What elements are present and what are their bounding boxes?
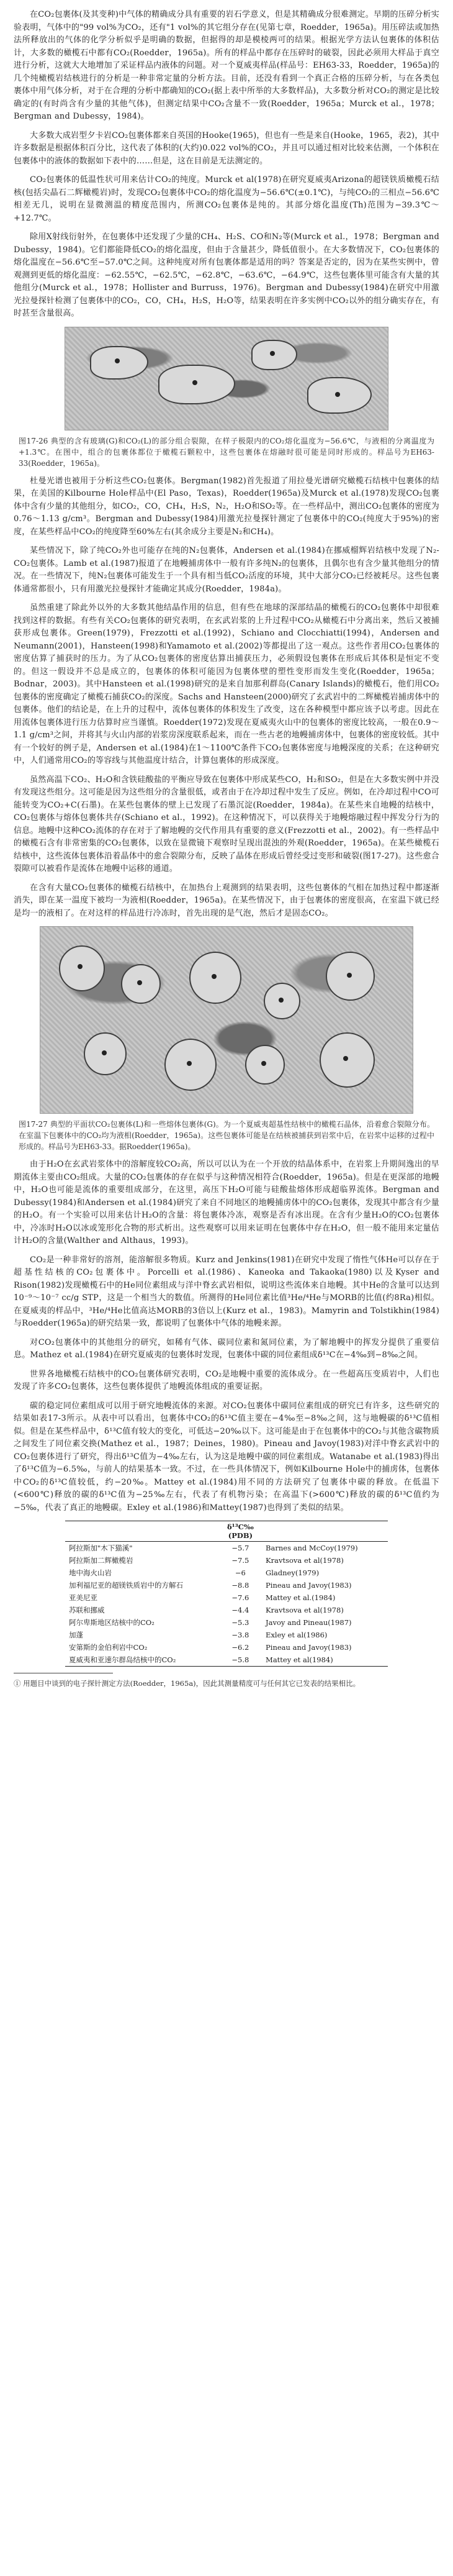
table-cell: Mattey et al.(1984) [266, 1593, 336, 1602]
section-a [14, 9, 439, 321]
table-cell: 阿拉斯加二辉橄榄岩 [69, 1556, 133, 1565]
body-paragraph: 世界各地橄榄石结核中的CO₂包裹体研究表明，CO₂是地幔中重要的流体成分。在一些超高压变质岩中，人们也发现了许多CO₂包裹体，这些包裹体提供了地幔流体组成的重要证据。 [14, 1369, 439, 1391]
table-cell: −4.4 [231, 1606, 249, 1614]
body-paragraph: 在CO₂包裹体(及其变种)中气体的精确成分具有重要的岩石学意义，但是其精确成分很难测定。早期的压碎分析实验表明，气体中的"99 vol%为CO₂，还有"1 vol%的其它组分存在(见第七章，Roedder，1965a)。用压碎法或加热法所释放出的气体的化学分析似乎是明确的数据，但据得的却是模棱两可的结果。根据光学方法认包裹体的体积估计，大多数的橄榄石中都有CO₂(Roedder，1965a)。所有的样品中都存在压碎时的破裂，因此必须用大样品于真空进行分析，这就大大地增加了采证样品内液体的问题。对一个夏威夷样品(样品号：EH63-33，Roedder，1965a)的几个纯橄榄岩结核进行的分析是一种非常定量的分析方法。目前，还没有看到一个真正合格的压碎分析，与在各类包裹体中用气体分析，对于在合理的分析中都确知的CO₂(据上表中所举的大多数样品)，大多数分析对CO₂的测定是比较确定的(有时尚含有少量的其他气体)，但测定结果中CO₂含量不一致(Roedder，1965a；Murck et al.，1978；Bergman and Dubessy，1984)。 [14, 10, 439, 121]
body-paragraph: 某些情况下，除了纯CO₂外也可能存在纯的N₂包裹体，Andersen et al.(1984)在挪威榴辉岩结核中发现了N₂-CO₂包裹体。Lamb et al.(1987)报道了在地幔捕虏体中一般有许多纯N₂的包裹体，且偶尔也有含少量其他组分的情况。在一些情况下，纯N₂包裹体可能发生于一个具有相当低CO₂活度的环境，其中大部分CO₂已经被耗尽。这些包裹体通常都很小，只有用激光拉曼探针才能确定其成分(Roedder，1984a)。 [14, 546, 439, 594]
table-cell: −7.5 [231, 1556, 249, 1565]
figure-17-26 [14, 327, 439, 469]
table-row [65, 1604, 388, 1616]
body-paragraph: CO₂包裹体的低温性状可用来估计CO₂的纯度。Murck et al(1978)在研究夏威夷Arizona的超镁铁质橄榄石结核(包括尖晶石二辉橄榄岩)时，发现CO₂包裹体中CO₂的熔化温度为−56.6℃(±0.1℃)，与纯CO₂的三相点−56.6℃相差无几，说明在显微测温的精度范围内，所测CO₂包裹体是纯的。其部分熔化温度(Th)范围为−39.3℃～+12.7℃。 [14, 175, 439, 223]
table-cell: −3.8 [231, 1631, 249, 1639]
table-row [65, 1641, 388, 1654]
footnote: ① 用题目中谈到的电子探针测定方法(Roedder，1965a)，因此其测量精度可与任何其它已发表的结果相比。 [14, 1679, 361, 1688]
body-paragraph: 杜曼光谱也被用于分析这些CO₂包裹体。Bergman(1982)首先报道了用拉曼光谱研究橄榄石结核中包裹体的结果，在美国的Kilbourne Hole样品中(El Paso，Texas)，Roedder(1965a)及Murck et al.(1978)发现CO₂包裹体中含有少量的其他组分，如CO₂，CO，CH₄，H₂S，N₂，H₂O和SO₂等。在一些样品中，测出CO₂包裹体的密度为0.76～1.13 g/cm³。Bergman and Dubessy(1984)用激光拉曼探针测定了包裹体中的CO₂(纯度大于95%)的密度，在某些样品中CO₂的纯度降至60%左右(其余成分主要是N₂和CH₄)。 [14, 476, 439, 537]
micrograph-image [65, 327, 388, 430]
table-cell: Gladney(1979) [266, 1568, 320, 1577]
body-paragraph: 由于H₂O在玄武岩浆体中的溶解度较CO₂高，所以可以认为在一个开放的结晶体系中，在岩浆上升期间逸出的早期流体主要由CO₂组成。大量的CO₂包裹体的存在似乎与这种情况相符合(Roedder，1965a)。但是在更深部的地幔中，H₂O也可能是流体的重要组成部分，在这里，高压下H₂O可能与硅酸盐熔体形成超临界流体。Bergman and Dubessy(1984)和Andersen et al.(1984)研究了来自不同地区的地幔捕虏体中的CO₂包裹体，发现其中都含有少量的H₂O。有一个实验可以用来估计H₂O的含量：将包裹体冷冻，观察是否有冰出现。在含有少量H₂O的CO₂包裹体中，冷冻时H₂O以冰或笼形化合物的形式析出。这些观察可以用来证明在包裹体中存在H₂O，但一般不能用来定量估计H₂O的含量(Walther and Althaus，1993)。 [14, 1160, 439, 1245]
table-cell: Exley et al(1986) [266, 1631, 328, 1639]
table-cell: Mattey et al(1984) [266, 1655, 333, 1664]
figure-17-27 [14, 926, 439, 1152]
table-cell: Pineau and Javoy(1983) [266, 1581, 352, 1590]
table-cell: 加利福尼亚的超镁铁质岩中的方解石 [69, 1581, 183, 1590]
table-row [65, 1591, 388, 1604]
table-cell: 安第斯的金伯利岩中CO₂ [69, 1643, 148, 1652]
section-f [14, 1400, 439, 1515]
table-cell: 阿拉斯加"木下猫溪" [69, 1544, 133, 1552]
body-paragraph: 对CO₂包裹体中的其他组分的研究，如稀有气体、碳同位素和氮同位素，为了解地幔中的挥发分提供了重要信息。Mathez et al.(1984)在研究夏威夷的包裹体时发现，包裹体中碳的同位素组成δ¹³C在−4‰到−8‰之间。 [14, 1337, 439, 1360]
table-cell: 夏威夷和亚速尔群岛结核中的CO₂ [69, 1655, 176, 1664]
isotope-table [65, 1521, 388, 1667]
table-header-cell: δ¹³C‰ (PDB) [226, 1522, 254, 1540]
table-row [65, 1542, 388, 1555]
table-row [65, 1629, 388, 1641]
section-d [14, 774, 439, 921]
table-cell: Kravtsova et al(1978) [266, 1556, 344, 1565]
table-cell: −5.3 [231, 1618, 249, 1627]
table-header-cell [262, 1521, 388, 1542]
table-cell: 地中海火山岩 [69, 1568, 112, 1577]
table-header-cell [65, 1521, 219, 1542]
micrograph-image [40, 926, 413, 1114]
table-cell: −5.7 [231, 1544, 249, 1552]
body-paragraph: 虽然高温下CO₂、H₂O和含铁硅酸盐的平衡应导致在包裹体中形成某些CO，H₂和SO₂，但是在大多数实例中并没有发现这些组分。这可能是因为这些组分的含量很低，或者由于在冷却过程中发生了反应。例如，在冷却过程中CO可能转变为CO₂+C(石墨)。在某些包裹体的壁上已发现了石墨沉淀(Roedder，1984a)。在某些来自地幔的结核中，CO₂包裹体与熔体包裹体共存(Schiano et al.，1992)。在这种情况下，可以获得关于地幔熔融过程中挥发分行为的信息。地幔中这种CO₂流体的存在对于了解地幔的交代作用具有重要的意义(Frezzotti et al.，2002)。有一些样品中的橄榄石含有非常密集的CO₂包裹体，以致在显微镜下观察时呈现出混浊的外观(Roedder，1965a)。在某些橄榄石结核中，这些流体包裹体沿着晶体中的愈合裂隙分布，反映了晶体在形成后曾经受过变形和破裂(图17-27)。这些愈合裂隙可以被看作是流体在地幔中运移的通道。 [14, 775, 439, 873]
table-cell: −5.8 [231, 1655, 249, 1664]
table-cell: −6 [235, 1568, 246, 1577]
body-paragraph: CO₂是一种非常好的溶剂，能溶解很多物质。Kurz and Jenkins(1981)在研究中发现了惰性气体He可以存在于超基性结核的CO₂包裹体中。Porcelli et al.(1986)、Kaneoka and Takaoka(1980)以及Kyser and Rison(1982)发现橄榄石中的He同位素组成与洋中脊玄武岩相似，说明这些流体来自地幔。其中He的含量可以达到10⁻⁹～10⁻⁷ cc/g STP，这是一个相当大的数值。所测得的He同位素比值³He/⁴He与MORB的比值(约8Ra)相似。在夏威夷的样品中，³He/⁴He比值高达MORB的3倍以上(Kurz et al.，1983)。Mamyrin and Tolstikhin(1984)与Roedder(1965a)的研究结果一致，都说明了包裹体中气体的地幔来源。 [14, 1255, 439, 1328]
figure-caption: 图17-26 典型的含有玻璃(G)和CO₂(L)的部分组合裂隙，在样子极限内的CO₂熔化温度为−56.6℃，与液相的分离温度为+1.3℃。在图中，组合的包裹体都位于橄榄石颗粒中，这些包裹体在熔融时很可能是同时形成的。样品号为EH63-33(Roedder，1965a)。 [19, 436, 434, 468]
table-header-row [65, 1521, 388, 1542]
table-cell: 亚美尼亚 [69, 1593, 97, 1602]
table-row [65, 1654, 388, 1667]
table-row [65, 1554, 388, 1567]
section-b [14, 475, 439, 596]
body-paragraph: 除用X射线衍射外，在包裹体中还发现了少量的CH₄、H₂S、CO和N₂等(Murck et al.，1978；Bergman and Dubessy，1984)。它们都能降低CO₂的熔化温度，但由于含量甚少，降低值很小。在大多数情况下，CO₂包裹体的熔化温度在−56.6℃至−57.0℃之间。这种纯度对所有包裹体都是适用的吗？答案是否定的，因为在某些实例中，曾观测到更低的熔化温度：−62.55℃，−62.5℃，−62.8℃，−63.6℃，−64.9℃，这些包裹体里可能含有大量的其他组分(Murck et al.，1978；Hollister and Burruss，1976)。Bergman and Dubessy(1984)在研究中用激光拉曼探针检测了包裹体中的CO₂，CO，CH₄，H₂S，H₂O等，结果表明在许多实例中CO₂以外的组分确实存在，有时甚至含量很高。 [14, 232, 439, 318]
body-paragraph: 碳的稳定同位素组成可以用于研究地幔流体的来源。对CO₂包裹体中碳同位素组成的研究已有许多，这些研究的结果如表17-3所示。从表中可以看出，包裹体中CO₂的δ¹³C值主要在−4‰至−8‰之间，这与地幔碳的δ¹³C值相似。但是在某些样品中，δ¹³C值有较大的变化，可低达−20‰以下。这可能是由于在包裹体中的CO₂与其他含碳物质之间发生了同位素交换(Mathez et al.，1987；Deines，1980)。Pineau and Javoy(1983)对洋中脊玄武岩中的CO₂包裹体进行了研究，得出δ¹³C值为−4‰左右，认为这是地幔中碳的同位素组成。Watanabe et al.(1983)得出了δ¹³C值为−6.5‰，与前人的结果基本一致。不过，在一些具体情况下，例如Kilbourne Hole中的捕虏体，包裹体中CO₂的δ¹³C值较低，约−20‰。Mattey et al.(1984)用不同的方法研究了包裹体中碳的释放。在低温下(<600℃)释放的碳的δ¹³C值为−25‰左右，代表了有机物污染；在高温下(>600℃)释放的碳的δ¹³C值约为−5‰，代表了真正的地幔碳。Exley et al.(1986)和Mattey(1987)也得到了类似的结果。 [14, 1401, 439, 1513]
table-cell: 阿尔卑斯地区结核中的CO₂ [69, 1618, 155, 1627]
table-cell: 苏联和挪威 [69, 1606, 105, 1614]
figure-caption: 图17-27 典型的平面状CO₂包裹体(L)和一些熔体包裹体(G)。为一个夏威夷超基性结核中的橄榄石晶体，沿着愈合裂隙分布。在室温下包裹体中的CO₂均为液相(Roedder，1965a)。这些包裹体可能是在结核被捕获到岩浆中后，在岩浆中运移的过程中形成的。样品号为EH63-33。据Roedder(1965a)。 [19, 1120, 434, 1151]
table-cell: Kravtsova et al(1978) [266, 1606, 344, 1614]
section-e [14, 1158, 439, 1394]
table-row [65, 1579, 388, 1591]
section-c [14, 602, 439, 768]
body-paragraph: 虽然重建了除此外以外的大多数其他结晶作用的信息，但有些在地球的深部结晶的橄榄石的CO₂包裹体中却很难找到这样的数据。有些有关CO₂包裹体的研究表明，在玄武岩浆的上升过程中CO₂从橄榄石中分离出来，然后又被捕获形成包裹体。Green(1979)，Frezzotti et al.(1992)，Schiano and Clocchiatti(1994)，Andersen and Neumann(2001)，Hansteen(1998)和Yamamoto et al.(2002)等都提出了这一观点。这些作者用CO₂包裹体的密度估算了捕获时的压力。为了从CO₂包裹体的密度估算出捕获压力，必须假设包裹体在形成后其体积是恒定不变的。但这一假设并不总是成立的，包裹体的体积可能因为包裹体壁的塑性变形而发生变化(Roedder，1965a；Bodnar，2003)。其中Hansteen et al.(1998)研究的是来自加那利群岛(Canary Islands)的橄榄石，他们用CO₂包裹体的密度确定了橄榄石捕获CO₂的深度。Sachs and Hansteen(2000)研究了玄武岩中的二辉橄榄岩捕虏体中的包裹体。他们的结论是，在上升的过程中，流体包裹体的体积发生了改变，这在各种模型中都应该予以考虑。因此在用流体包裹体进行压力估算时应当谨慎。Roedder(1972)发现在夏威夷火山中的包裹体的密度比较高，一般在0.9～1.1 g/cm³之间，并将其与火山内部的岩浆房深度联系起来，而在一些古老的地幔捕虏体中，包裹体的密度较低。其中有一个较好的例子是，Andersen et al.(1984)在1～1100℃条件下CO₂包裹体密度与地幔深度的关系；在这种研究中，人们通常用CO₂的等容线与其他温度计结合，计算包裹体的形成深度。 [14, 603, 439, 765]
table-cell: −6.2 [231, 1643, 249, 1652]
table-cell: 加蓬 [69, 1631, 83, 1639]
table-cell: −8.8 [231, 1581, 249, 1590]
table-row [65, 1567, 388, 1579]
table-cell: −7.6 [231, 1593, 249, 1602]
table-row [65, 1616, 388, 1629]
body-paragraph: 大多数大成岩型夕卡岩CO₂包裹体都来自英国的Hooke(1965)，但也有一些是来自(Hooke，1965，表2)，其中许多数据是根据体积百分比，这代表了体积的(大约)0.022 vol%的CO₂，并且可以通过相对比较来估测，一个体积在包裹体中的液体的数据如下表中的……但是，这在目前是无法测定的。 [14, 130, 439, 166]
table-cell: Pineau and Javoy(1983) [266, 1643, 352, 1652]
body-paragraph: 在含有大量CO₂包裹体的橄榄石结核中，在加热台上观测到的结果表明，这些包裹体的气相在加热过程中都逐渐消失，即在某一温度下被均一为液相(Roedder，1965a)。在某些情况下，由于包裹体的密度很高，在室温下就已经是均一的液相了。在对这样的样品进行冷冻时，首先出现的是气泡，然后才是固态CO₂。 [14, 883, 439, 918]
table-cell: Javoy and Pineau(1987) [266, 1618, 352, 1627]
table-cell: Barnes and McCoy(1979) [266, 1544, 358, 1552]
